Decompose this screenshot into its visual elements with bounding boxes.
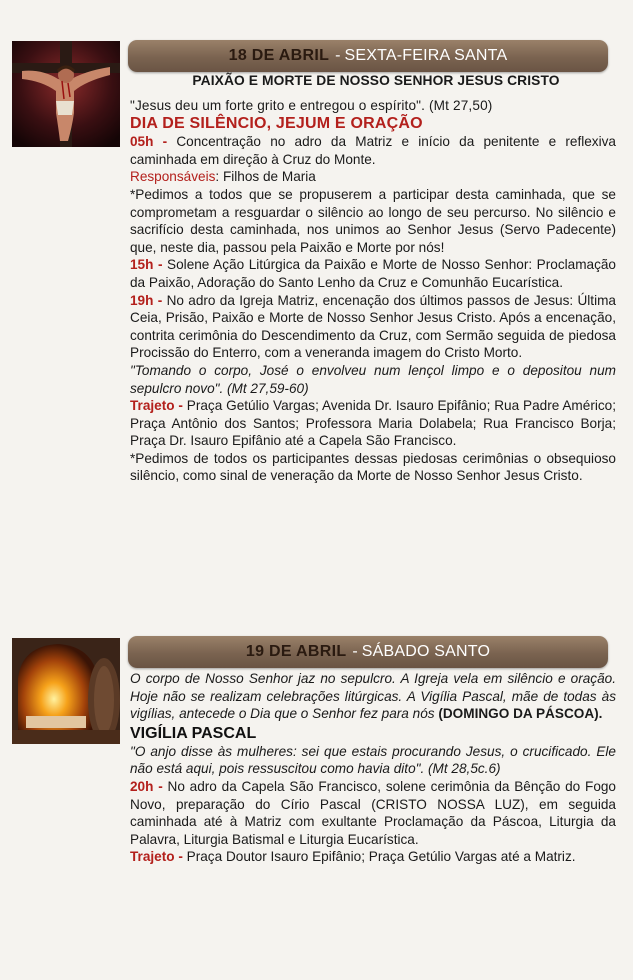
crucifix-icon <box>12 41 120 147</box>
schedule-item <box>130 256 616 291</box>
note-text: *Pedimos de todos os participantes dessas piedosas cerimônias o obsequioso silêncio, como sinal de veneração da Morte de Nosso Senhor Jesus Cristo. <box>130 450 616 484</box>
banner-date: 19 DE ABRIL <box>245 643 347 660</box>
section-body <box>130 670 616 866</box>
trajeto-label: Trajeto - <box>130 398 183 414</box>
intro-text <box>130 670 616 723</box>
trajeto-text: Praça Doutor Isauro Epifânio; Praça Getúlio Vargas até a Matriz. <box>182 849 576 865</box>
scripture-quote: "Tomando o corpo, José o envolveu num lençol limpo e o depositou num sepulcro novo". (Mt 27,59-60) <box>130 362 616 396</box>
section-heading: VIGÍLIA PASCAL <box>130 724 257 742</box>
note-text: *Pedimos a todos que se propuserem a participar desta caminhada, que se comprometam a resguardar o silêncio ao longo de seu percurso. No silêncio e sacrifício desta caminhada, nos unimos ao Senhor Jesus (Servo Padecente) que, neste dia, passou pela Paixão e Morte por nós! <box>130 186 616 255</box>
schedule-text: Solene Ação Litúrgica da Paixão e Morte de Nosso Senhor: Proclamação da Paixão, Adoração do Santo Lenho da Cruz e Comunhão Eucarística. <box>130 257 616 290</box>
schedule-text: No adro da Igreja Matriz, encenação dos últimos passos de Jesus: Última Ceia, Prisão, Paixão e Morte de Nosso Senhor Jesus Cristo. Após a encenação, contrita cerimônia do Descendimento da Cruz, com Sermão seguida de piedosa Procissão do Enterro, com a veneranda imagem do Cristo Morto. <box>130 292 616 361</box>
banner-day: SÁBADO SANTO <box>361 643 491 660</box>
trajeto-label: Trajeto - <box>130 849 183 865</box>
schedule-item <box>130 778 616 848</box>
date-banner <box>128 636 608 668</box>
trajeto-line <box>130 397 616 450</box>
trajeto-text: Praça Getúlio Vargas; Avenida Dr. Isauro Epifânio; Rua Padre Américo; Praça Antônio dos Santos; Professora Maria Dolabela; Rua Francisco Borja; Praça Dr. Isauro Epifânio até a Capela São Francisco. <box>130 398 616 449</box>
section-body <box>130 72 616 485</box>
crucifix-image <box>12 41 120 147</box>
schedule-time: 19h - <box>130 292 163 308</box>
schedule-item <box>130 133 616 168</box>
banner-date: 18 DE ABRIL <box>228 47 330 64</box>
responsaveis-value: : Filhos de Maria <box>215 169 316 185</box>
schedule-time: 15h - <box>130 257 163 273</box>
scripture-quote: "Jesus deu um forte grito e entregou o espírito". (Mt 27,50) <box>130 97 493 113</box>
banner-separator: - <box>335 47 341 64</box>
date-banner <box>128 40 608 72</box>
intro-main: O corpo de Nosso Senhor jaz no sepulcro. A Igreja vela em silêncio e oração. Hoje não se realizam celebrações litúrgicas. A Vigília Pascal, mãe de todas às vigílias, antecede o Dia que o Senhor fez para nós <box>130 671 616 722</box>
trajeto-line <box>130 848 616 866</box>
schedule-time: 05h - <box>130 134 168 150</box>
schedule-item <box>130 292 616 362</box>
section-heading: DIA DE SILÊNCIO, JEJUM E ORAÇÃO <box>130 115 423 133</box>
empty-tomb-icon <box>12 638 120 744</box>
banner-separator: - <box>352 643 358 660</box>
banner-day: SEXTA-FEIRA SANTA <box>344 47 508 64</box>
schedule-text: Concentração no adro da Matriz e início da penitente e reflexiva caminhada em direção à Cruz do Monte. <box>130 134 616 167</box>
schedule-time: 20h - <box>130 778 163 794</box>
responsaveis-line <box>130 168 616 186</box>
intro-bold: (DOMINGO DA PÁSCOA). <box>438 706 603 722</box>
section-subtitle: PAIXÃO E MORTE DE NOSSO SENHOR JESUS CRISTO <box>192 73 560 88</box>
responsaveis-label: Responsáveis <box>130 169 216 185</box>
schedule-text: No adro da Capela São Francisco, solene cerimônia da Bênção do Fogo Novo, preparação do Círio Pascal (CRISTO NOSSA LUZ), em seguida caminhada até à Matriz com exultante Proclamação da Páscoa, Liturgia da Palavra, Liturgia Batismal e Liturgia Eucarística. <box>130 778 616 847</box>
empty-tomb-image <box>12 638 120 744</box>
scripture-quote: "O anjo disse às mulheres: sei que estais procurando Jesus, o crucificado. Ele não está aqui, pois ressuscitou como havia dito". (Mt 28,5c.6) <box>130 743 616 777</box>
